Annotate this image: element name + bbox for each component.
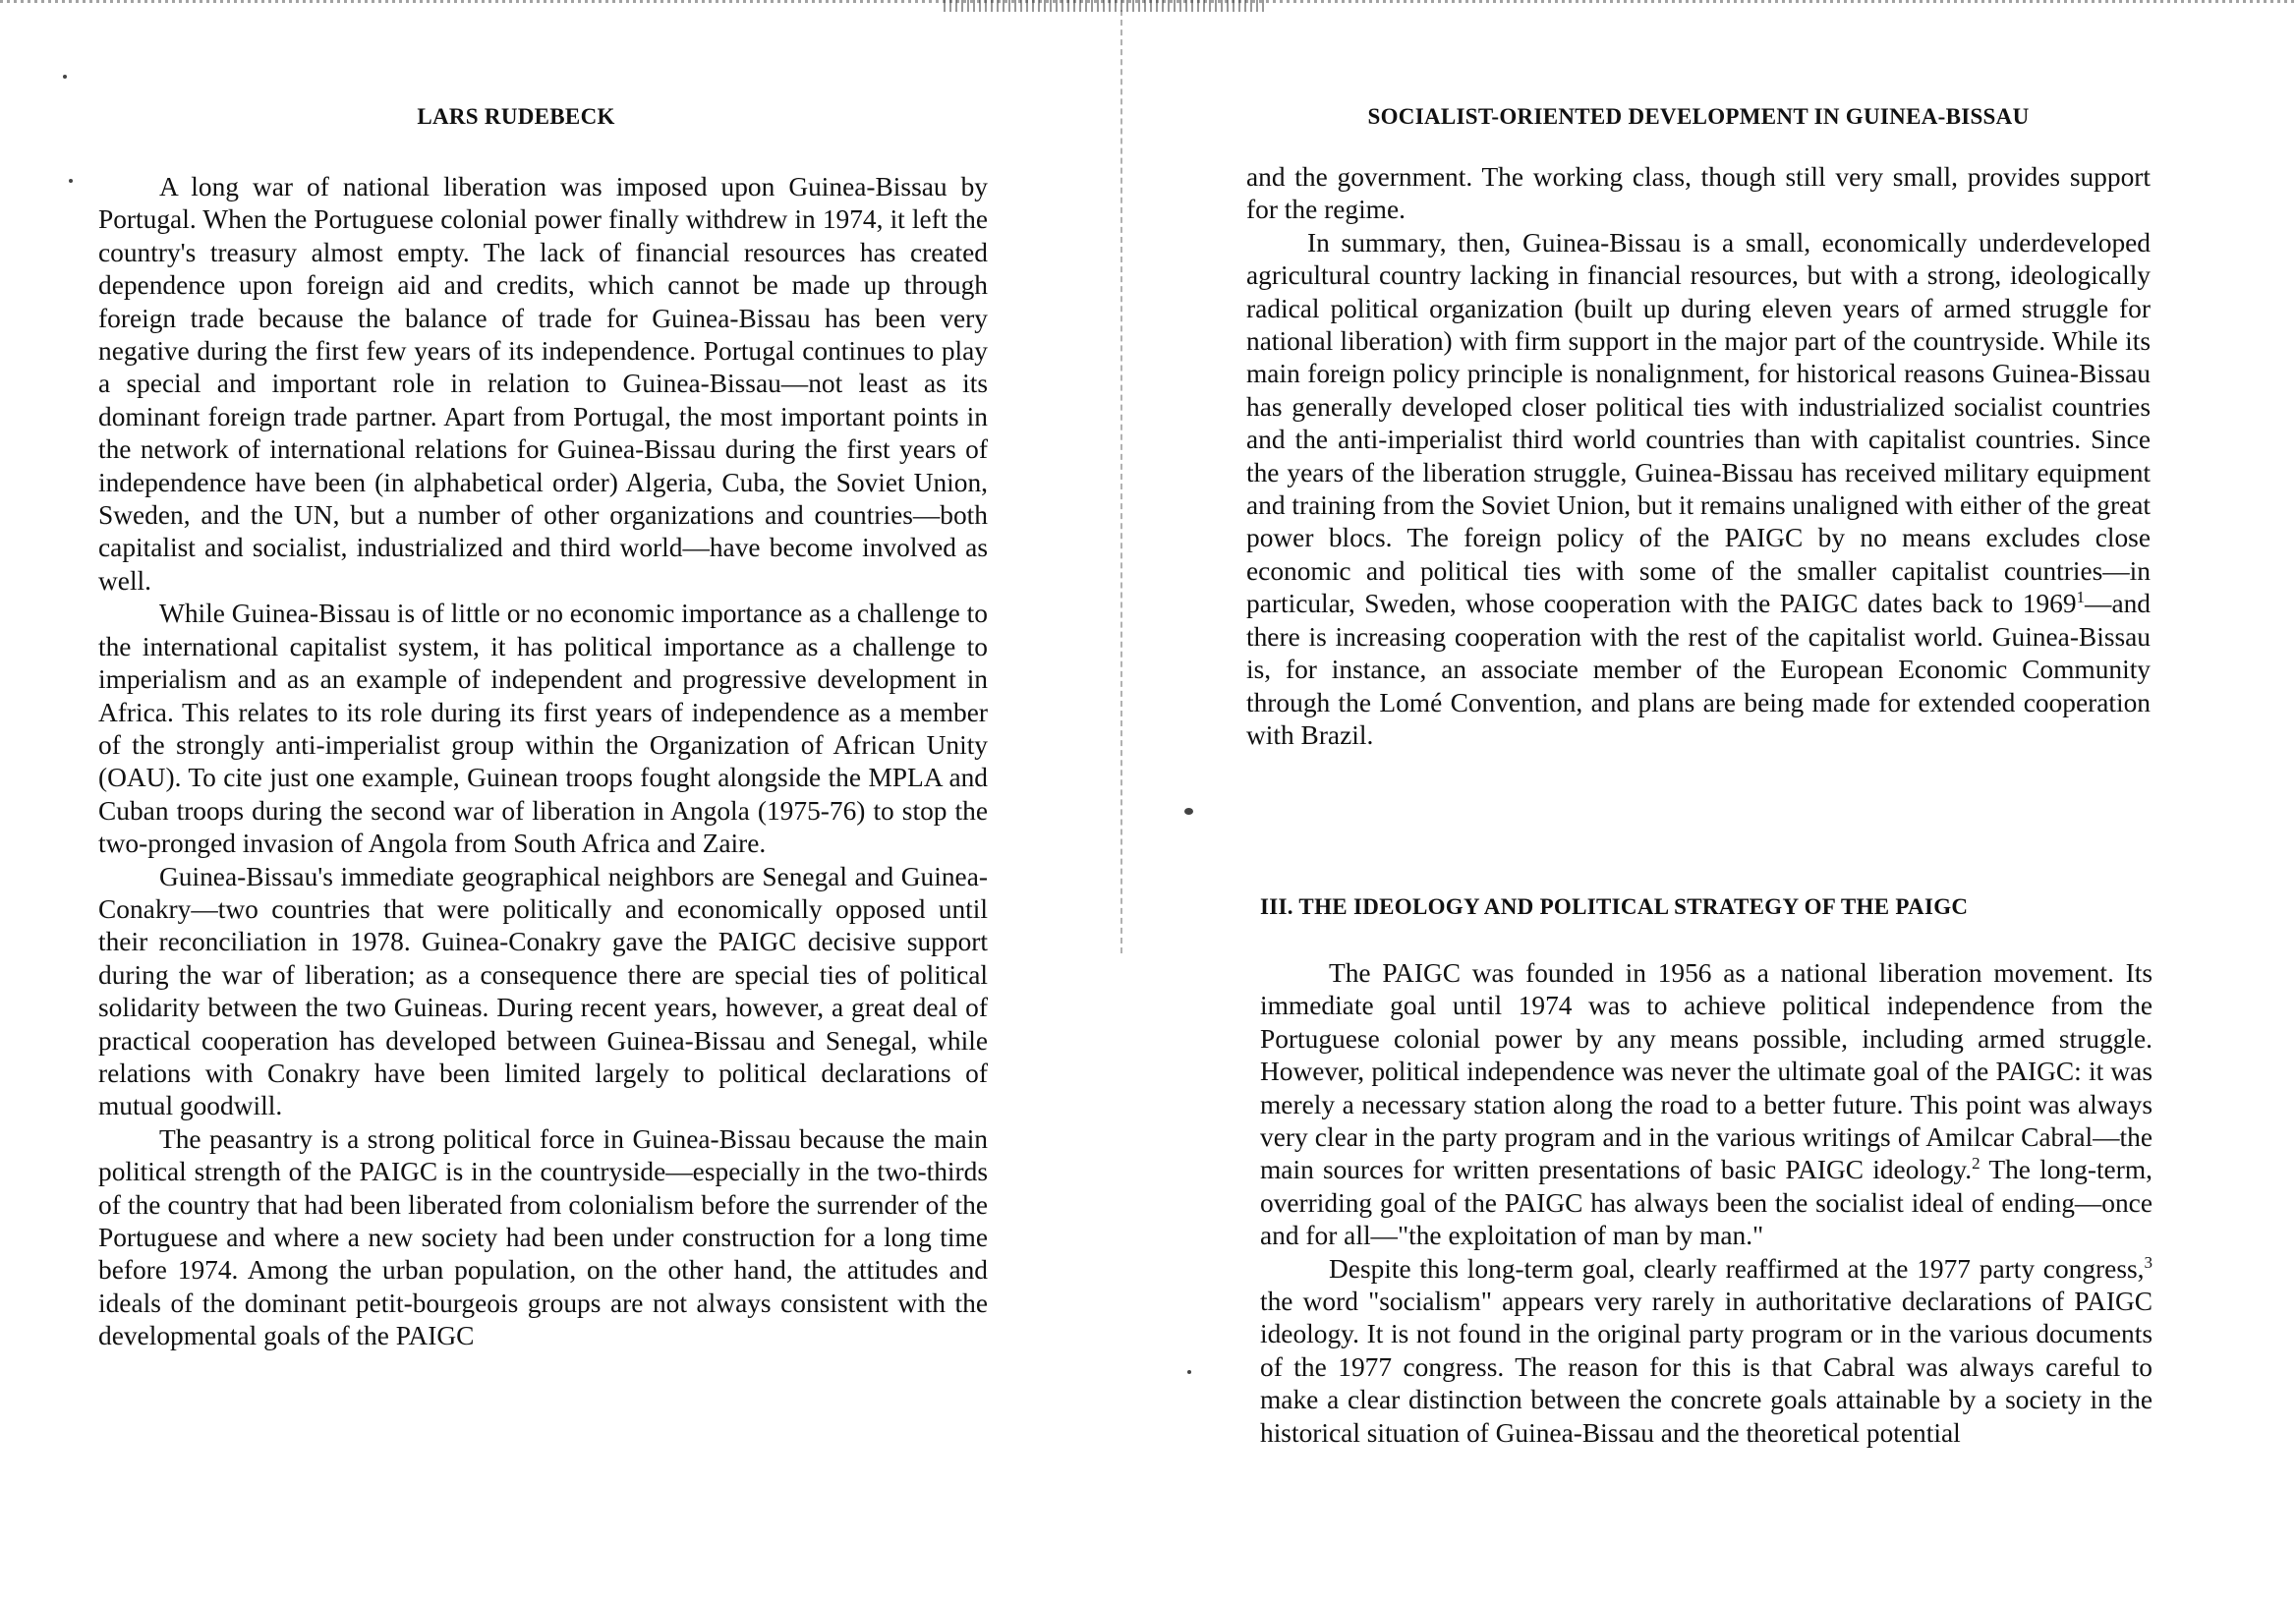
section-text-cont: The long-term, overriding goal of the PAIGC has always been the socialist ideal of ending—once and for all—"the exploitation of man by man.": [1260, 1155, 2152, 1251]
scan-speck: [69, 179, 73, 183]
summary-text: In summary, then, Guinea-Bissau is a small, economically underdeveloped agricultural country lacking in financial resources, but with a strong, ideologically radical political organization (built up during eleven years of armed struggle for national liberation) with firm support in the major part of the countryside. While its main foreign policy principle is nonalignment, for historical reasons Guinea-Bissau has generally developed closer political ties with industrialized socialist countries and the anti-imperialist third world countries than with capitalist countries. Since the years of the liberation struggle, Guinea-Bissau has received military equipment and training from the Soviet Union, but it remains unaligned with either of the great power blocs. The foreign policy of the PAIGC by no means excludes close economic and political ties with some of the smaller capitalist countries—in particular, Sweden, whose cooperation with the PAIGC dates back to 1969: [1246, 227, 2151, 619]
continuation-paragraph: and the government. The working class, though still very small, provides support for the regime.: [1246, 162, 2151, 225]
section-paragraph: [1260, 957, 2152, 1253]
paragraph: Guinea-Bissau's immediate geographical neighbors are Senegal and Guinea-Conakry—two countries that were politically and economically opposed until their reconciliation in 1978. Guinea-Conakry gave the PAIGC decisive support during the war of liberation; as a consequence there are special ties of political solidarity between the two Guineas. During recent years, however, a great deal of practical cooperation has developed between Guinea-Bissau and Senegal, while relations with Conakry have been limited largely to political declarations of mutual goodwill.: [98, 861, 988, 1121]
paragraph: The peasantry is a strong political force in Guinea-Bissau because the main political strength of the PAIGC is in the countryside—especially in the two-thirds of the country that had been liberated from colonialism before the surrender of the Portuguese and where a new society had been under construction for a long time before 1974. Among the urban population, on the other hand, the attitudes and ideals of the dominant petit-bourgeois groups are not always consistent with the developmental goals of the PAIGC: [98, 1123, 988, 1351]
section-heading: III. THE IDEOLOGY AND POLITICAL STRATEGY OF THE PAIGC: [1260, 894, 1969, 919]
right-body-text: [1246, 161, 2151, 752]
section-text-cont: the word "socialism" appears very rarely in authoritative declarations of PAIGC ideology. It is not found in the original party program or in the various documents of the 1977 congress. The reason for this is that Cabral was always careful to make a clear distinction between the concrete goals attainable by a society in the historical situation of Guinea-Bissau and the theoretical potential: [1260, 1287, 2152, 1448]
scan-speck: [1187, 1370, 1191, 1374]
right-running-head: SOCIALIST-ORIENTED DEVELOPMENT IN GUINEA-BISSAU: [1367, 104, 2030, 129]
footnote-ref-2: 2: [1972, 1154, 1980, 1174]
footnote-ref-1: 1: [2076, 588, 2086, 607]
section-text: The PAIGC was founded in 1956 as a national liberation movement. Its immediate goal until 1974 was to achieve political independence from the Portuguese colonial power by any means possible, including armed struggle. However, political independence was never the ultimate goal of the PAIGC: it was merely a necessary station along the road to a better future. This point was always very clear in the party program and in the various writings of Amilcar Cabral—the main sources for written presentations of basic PAIGC ideology.: [1260, 958, 2152, 1185]
section-body-text: [1260, 957, 2152, 1450]
scan-speck: [63, 75, 67, 79]
section-text: Despite this long-term goal, clearly reaffirmed at the 1977 party congress,: [1329, 1253, 2145, 1284]
paragraph: A long war of national liberation was imposed upon Guinea-Bissau by Portugal. When the Portuguese colonial power finally withdrew in 1974, it left the country's treasury almost empty. The lack of financial resources has created dependence upon foreign aid and credits, which cannot be made up through foreign trade because the balance of trade for Guinea-Bissau has been very negative during the first few years of its independence. Portugal continues to play a special and important role in relation to Guinea-Bissau—not least as its dominant foreign trade partner. Apart from Portugal, the most important points in the network of international relations for Guinea-Bissau during the first years of independence have been (in alphabetical order) Algeria, Cuba, the Soviet Union, Sweden, and the UN, but a number of other organizations and countries—both capitalist and socialist, industrialized and third world—have become involved as well.: [98, 172, 988, 596]
paragraph: While Guinea-Bissau is of little or no economic importance as a challenge to the international capitalist system, it has political importance as a challenge to imperialism and as an example of independent and progressive development in Africa. This relates to its role during its first years of independence as a member of the strongly anti-imperialist group within the Organization of African Unity (OAU). To cite just one example, Guinean troops fought alongside the MPLA and Cuban troops during the second war of liberation in Angola (1975-76) to stop the two-pronged invasion of Angola from South Africa and Zaire.: [98, 599, 988, 859]
summary-paragraph: [1246, 227, 2151, 753]
footnote-ref-3: 3: [2144, 1252, 2152, 1272]
left-running-head: LARS RUDEBECK: [417, 104, 615, 129]
summary-text-cont: —and there is increasing cooperation with the rest of the capitalist world. Guinea-Bissau is, for instance, an associate member of the European Economic Community through the Lomé Convention, and plans are being made for extended cooperation with Brazil.: [1246, 589, 2151, 750]
scan-smudge: [944, 0, 1268, 12]
book-gutter: [1120, 10, 1122, 953]
left-body-text: [98, 171, 988, 1353]
section-paragraph: [1260, 1253, 2152, 1450]
scan-speck: [1184, 808, 1193, 815]
